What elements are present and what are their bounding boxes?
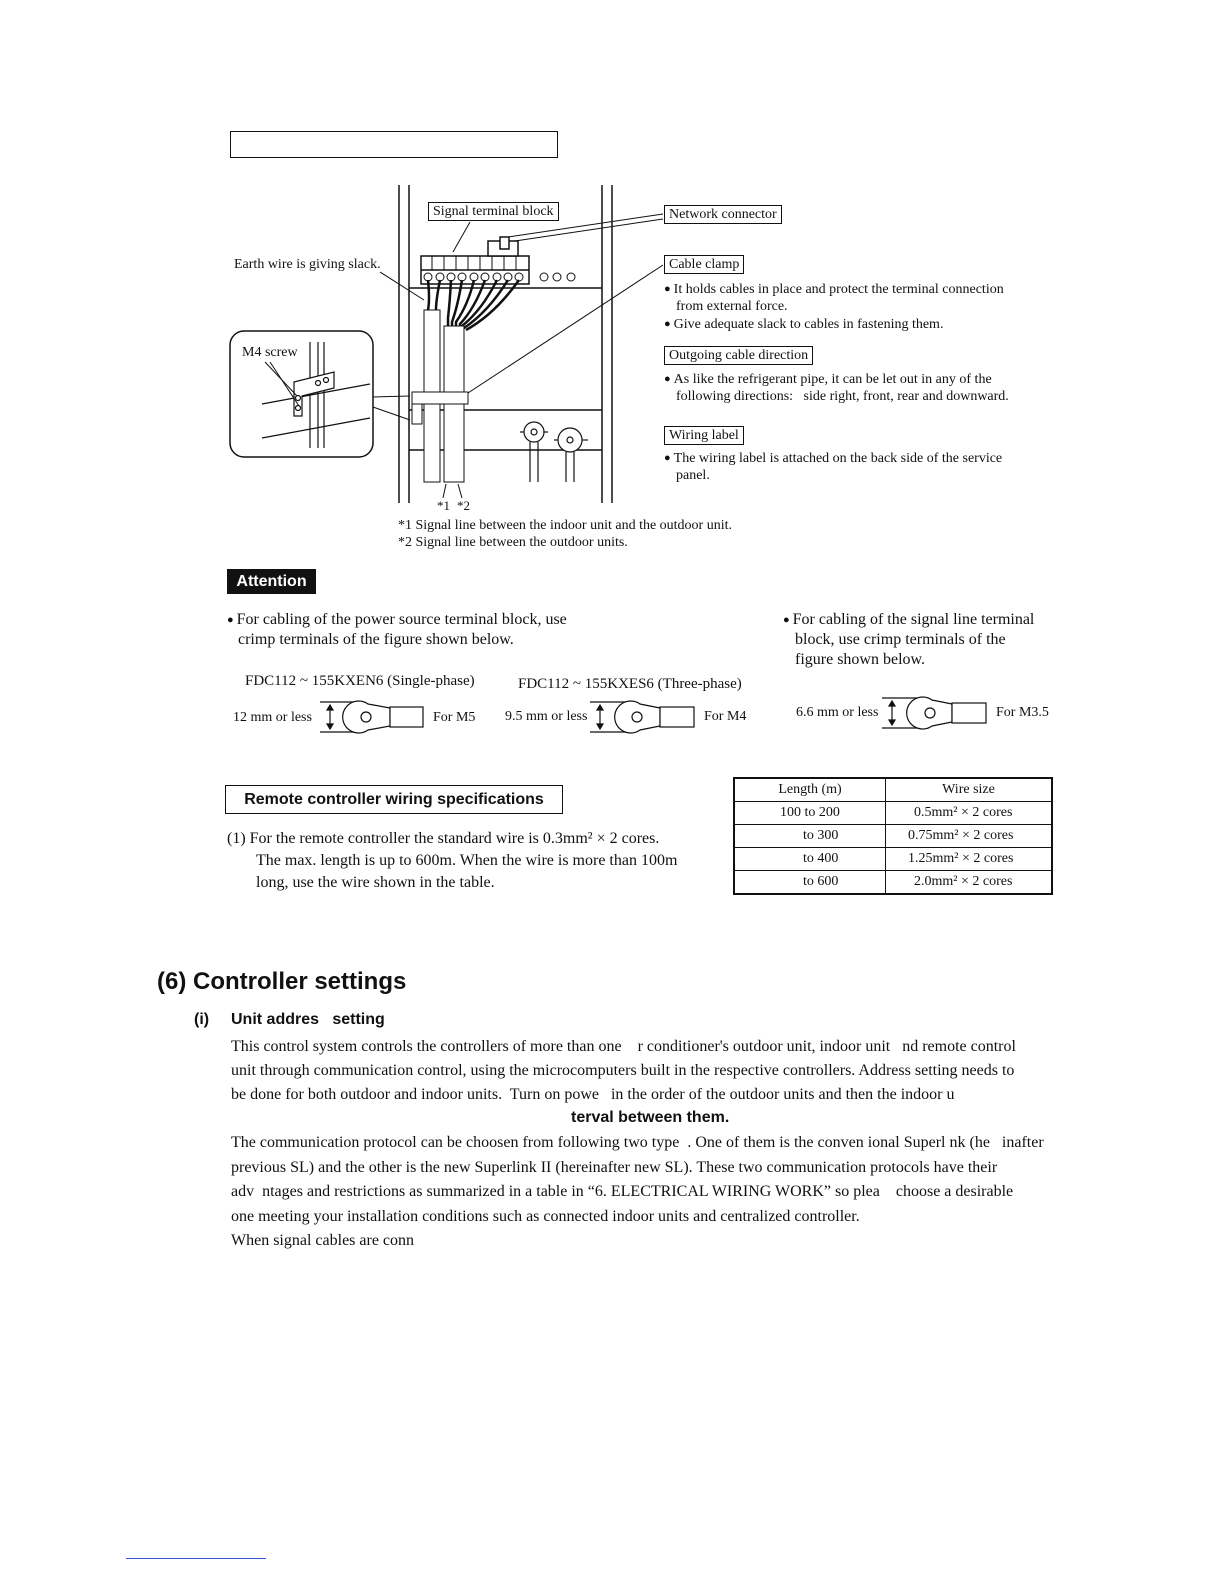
table-cell-wire: 1.25mm² × 2 cores <box>886 848 1053 871</box>
cable-clamp-note-1b: from external force. <box>676 299 788 314</box>
paragraph-2-line-3: adv ntages and restrictions as summarized in a table in “6. ELECTRICAL WIRING WORK” so plea choose a desirable <box>231 1183 1014 1200</box>
terminal-size-3: 6.6 mm or less <box>796 705 879 720</box>
earth-wire-label: Earth wire is giving slack. <box>234 257 381 272</box>
cable-clamp-shape <box>412 392 468 404</box>
paragraph-3-line-1: When signal cables are conn <box>231 1232 415 1249</box>
paragraph-2-line-4: one meeting your installation conditions such as connected indoor units and centralized controller. <box>231 1208 860 1225</box>
table-cell-wire: 0.75mm² × 2 cores <box>886 825 1053 848</box>
footnote-2: *2 Signal line between the outdoor units. <box>398 535 628 550</box>
subsection-number: (i) <box>194 1011 210 1028</box>
table-cell-wire: 2.0mm² × 2 cores <box>886 871 1053 895</box>
outgoing-cable-title: Outgoing cable direction <box>664 346 813 365</box>
table-row <box>734 871 1052 895</box>
section-heading: (6) Controller settings <box>157 968 407 995</box>
wiring-diagram <box>0 0 1224 520</box>
terminal-screw-2: For M4 <box>704 709 747 724</box>
table-row <box>734 848 1052 871</box>
table-header-row <box>734 778 1052 802</box>
power-terminal-text-1: ● For cabling of the power source terminal block, use <box>227 610 567 631</box>
mark-1: *1 <box>437 498 450 513</box>
mark-2: *2 <box>457 498 470 513</box>
table-cell-length: to 600 <box>734 871 886 895</box>
wiring-label-note-1b: panel. <box>676 468 710 483</box>
crimp-terminal-m4 <box>590 701 694 733</box>
crimp-terminal-drawings <box>0 690 1224 740</box>
table-cell-length: to 400 <box>734 848 886 871</box>
crimp-terminal-m5 <box>320 701 423 733</box>
paragraph-2-line-2: previous SL) and the other is the new Superlink II (hereinafter new SL). These two communication protocols have their <box>231 1159 998 1176</box>
remote-spec-line-3: long, use the wire shown in the table. <box>256 874 495 891</box>
table-row <box>734 825 1052 848</box>
power-terminal-text-2: crimp terminals of the figure shown below. <box>238 631 514 648</box>
subsection-title: Unit addres setting <box>231 1011 385 1028</box>
network-connector-label: Network connector <box>664 205 782 224</box>
crimp-terminal-m35 <box>882 697 986 729</box>
bold-interval-line: terval between them. <box>571 1109 730 1126</box>
table-header-length: Length (m) <box>734 778 886 802</box>
paragraph-2-line-1: The communication protocol can be choosen from following two type . One of them is the conven ional Superl nk (he inafter <box>231 1134 1044 1151</box>
signal-terminal-text-1: ● For cabling of the signal line terminal <box>783 610 1034 631</box>
remote-spec-line-2: The max. length is up to 600m. When the wire is more than 100m <box>256 852 678 869</box>
remote-spec-title: Remote controller wiring specifications <box>225 785 563 814</box>
footer-rule <box>126 1558 266 1559</box>
signal-terminal-text-3: figure shown below. <box>795 651 926 668</box>
table-cell-wire: 0.5mm² × 2 cores <box>886 802 1053 825</box>
remote-spec-line-1: (1) For the remote controller the standard wire is 0.3mm² × 2 cores. <box>227 830 660 847</box>
terminal-screw-1: For M5 <box>433 710 476 725</box>
footnote-1: *1 Signal line between the indoor unit and the outdoor unit. <box>398 518 732 533</box>
m4-screw-label: M4 screw <box>242 345 298 360</box>
outgoing-note-1b: following directions: side right, front, rear and downward. <box>676 389 1009 404</box>
model-single-phase: FDC112 ~ 155KXEN6 (Single-phase) <box>245 673 475 689</box>
terminal-size-1: 12 mm or less <box>233 710 312 725</box>
cable-clamp-note-2: ● Give adequate slack to cables in fastening them. <box>664 316 943 334</box>
cable-clamp-title: Cable clamp <box>664 255 744 274</box>
paragraph-1-line-3: be done for both outdoor and indoor units. Turn on powe in the order of the outdoor units and then the indoor u <box>231 1086 955 1103</box>
signal-terminal-block-label: Signal terminal block <box>428 202 559 221</box>
signal-terminal-text-2: block, use crimp terminals of the <box>795 631 1006 648</box>
wiring-label-title: Wiring label <box>664 426 744 445</box>
wire-size-table <box>733 777 1053 895</box>
outgoing-note-1: ● As like the refrigerant pipe, it can be let out in any of the <box>664 371 992 389</box>
paragraph-1-line-2: unit through communication control, using the microcomputers built in the respective controllers. Address setting needs to <box>231 1062 1015 1079</box>
attention-badge: Attention <box>227 569 316 594</box>
table-header-wire-size: Wire size <box>886 778 1053 802</box>
table-cell-length: to 300 <box>734 825 886 848</box>
table-cell-length: 100 to 200 <box>734 802 886 825</box>
terminal-size-2: 9.5 mm or less <box>505 709 588 724</box>
terminal-screw-3: For M3.5 <box>996 705 1049 720</box>
model-three-phase: FDC112 ~ 155KXES6 (Three-phase) <box>518 676 742 692</box>
table-row <box>734 802 1052 825</box>
paragraph-1-line-1: This control system controls the controllers of more than one r conditioner's outdoor unit, indoor unit nd remote control <box>231 1038 1016 1055</box>
cable-clamp-note-1: ● It holds cables in place and protect the terminal connection <box>664 281 1004 299</box>
wiring-label-note-1: ● The wiring label is attached on the back side of the service <box>664 450 1002 468</box>
